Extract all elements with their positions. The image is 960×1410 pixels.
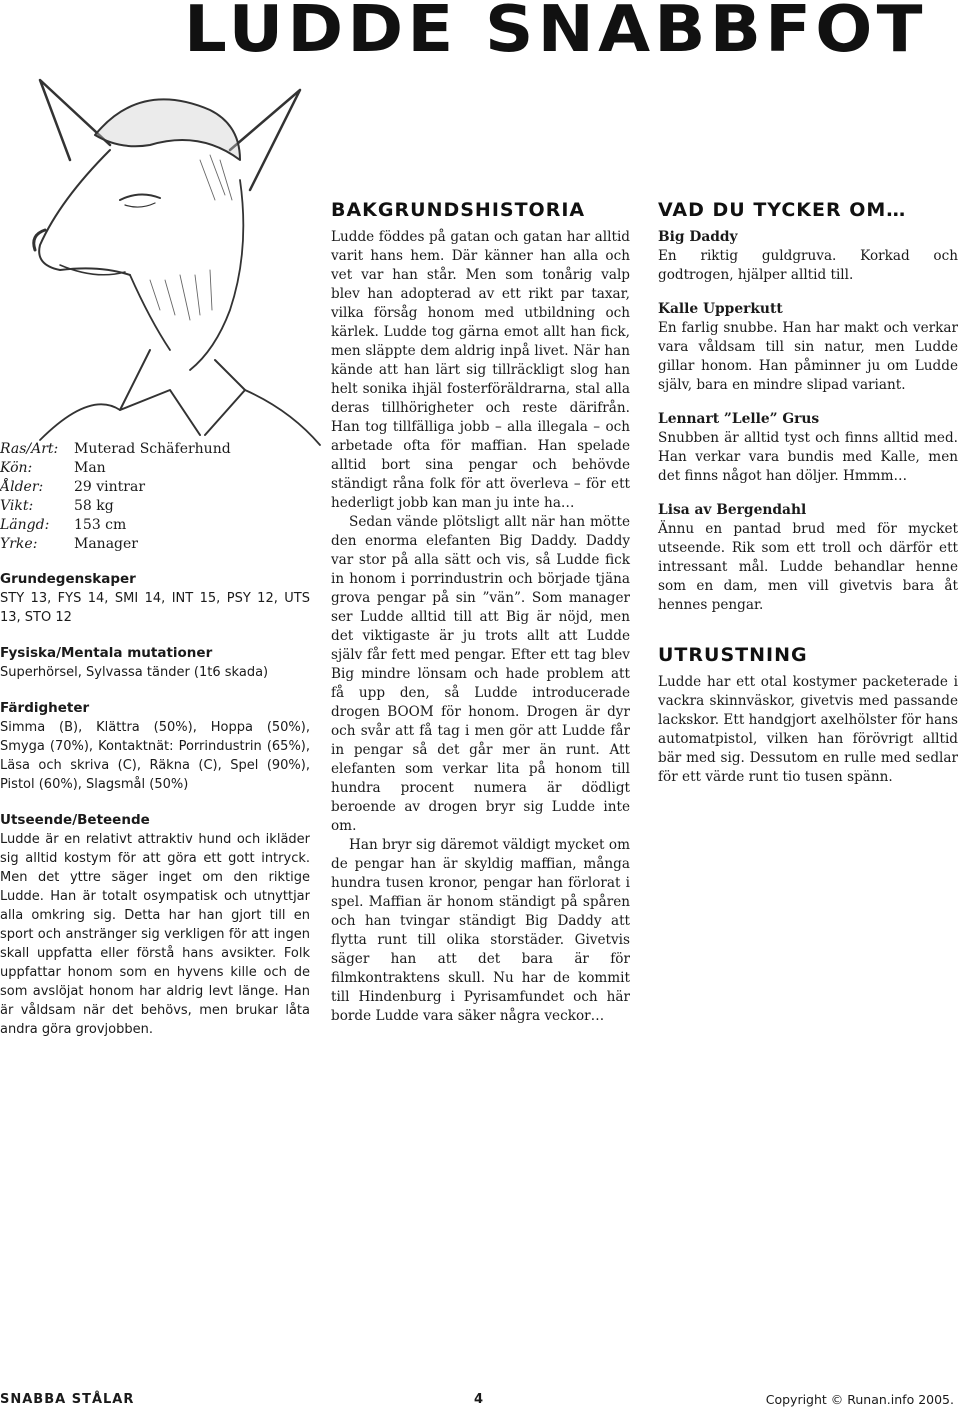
- mutations-block: [0, 644, 310, 682]
- profile-row: [0, 516, 310, 535]
- block-heading: Utseende/Beteende: [0, 812, 150, 828]
- profile-table: [0, 440, 310, 554]
- profile-row: [0, 440, 310, 459]
- block-text: Superhörsel, Sylvassa tänder (1t6 skada): [0, 665, 269, 680]
- person-name: Kalle Upperkutt: [658, 301, 783, 317]
- profile-key: Kön:: [0, 460, 33, 476]
- block-heading: Grundegenskaper: [0, 571, 136, 587]
- profile-value: Muterad Schäferhund: [74, 441, 231, 457]
- profile-key: Vikt:: [0, 498, 34, 514]
- section-heading: VAD DU TYCKER OM…: [658, 199, 907, 221]
- block-heading: Fysiska/Mentala mutationer: [0, 645, 213, 661]
- block-text: STY 13, FYS 14, SMI 14, INT 15, PSY 12, UTS 13, STO 12: [0, 591, 310, 625]
- person-name: Lisa av Bergendahl: [658, 502, 807, 518]
- page-footer: [0, 1392, 960, 1410]
- profile-value: 153 cm: [74, 517, 127, 533]
- person-description: Ännu en pantad brud med för mycket utseende. Rik som ett troll och därför ett intressant mål. Ludde behandlar henne som en dam, men vill givetvis bara åt hennes pengar.: [658, 521, 958, 613]
- character-portrait: [0, 50, 330, 450]
- profile-value: 29 vintrar: [74, 479, 146, 495]
- background-paragraph: Han bryr sig däremot väldigt mycket om de pengar han är skyldig maffian, många hundra tusen kronor, pengar han förlorat i spel. Maffian är honom ständigt på spåren och han tvingar ständigt Big Daddy att flytta runt till olika storstäder. Givetvis säger han att det bara är för filmkontraktens skull. Nu har de kommit till Hindenburg i Pyrisamfundet och här borde Ludde vara säker några veckor…: [331, 837, 630, 1024]
- background-paragraph: Ludde föddes på gatan och gatan har alltid varit hans hem. Där känner han alla och vet var han står. Men som tonårig valp blev han adopterad av ett rikt par taxar, vilka försåg honom med utbildning och kärlek. Ludde tog gärna emot allt han fick, men släppte dem aldrig inpå livet. När han kände att han lärt sig tillräckligt slog han helt sonika ihjäl fosterföräldrarna, stal alla deras tillhörigheter och reste därifrån. Han tog tillfälliga jobb – alla illegala – och arbetade ofta för maffian. Han spelade alltid bort sina pengar och behövde ständigt råna folk för att överleva – för ett hederligt jobb kan man ju inte ha…: [331, 229, 630, 511]
- person-entry: [658, 410, 958, 486]
- person-entry: [658, 300, 958, 395]
- profile-key: Ålder:: [0, 479, 44, 495]
- background-paragraph: Sedan vände plötsligt allt när han mötte den enorma elefanten Big Daddy. Daddy var stor på alla sätt och vis, så Ludde fick in honom i porrindustrin och började tjäna grova pengar på sin ”vän”. Som manager ser Ludde alltid till att Big är nöjd, men det viktigaste är ju trots allt att Ludde själv får fett med pengar. Efter ett tag blev Big mindre lönsam och hade problem att få upp den, så Ludde introducerade drogen BOOM för honom. Drogen är dyr och svår att få tag i men gör att Ludde får in pengar så det går mer än runt. Att elefanten som verkar lita på honom till hundra procent numera är dödligt beroende av drogen bryr sig Ludde inte om.: [331, 514, 630, 834]
- profile-key: Yrke:: [0, 536, 38, 552]
- profile-value: Man: [74, 460, 106, 476]
- page-title: LUDDE SNABBFOT: [184, 0, 927, 67]
- person-description: Snubben är alltid tyst och finns alltid med. Han verkar vara bundis med Kalle, men det finns något han döljer. Hmmm…: [658, 430, 958, 484]
- profile-row: [0, 478, 310, 497]
- page-number: 4: [474, 1392, 484, 1407]
- section-heading: UTRUSTNING: [658, 644, 808, 666]
- block-text: Simma (B), Klättra (50%), Hoppa (50%), Smyga (70%), Kontaktnät: Porrindustrin (65%), Läsa och skriva (C), Räkna (C), Spel (90%), Pistol (60%), Slagsmål (50%): [0, 720, 310, 792]
- character-sheet-column: [0, 440, 310, 1056]
- background-column: [331, 196, 630, 1026]
- equipment-text: Ludde har ett otal kostymer packeterade i vackra skinnväskor, givetvis med passande lackskor. Ett handgjort axelhölster för hans automatpistol, vilken han förövrigt alltid bär med sig. Dessutom en rulle med sedlar för ett värde runt tio tusen spänn.: [658, 674, 958, 785]
- profile-row: [0, 497, 310, 516]
- skills-block: [0, 699, 310, 794]
- footer-brand: SNABBA STÅLAR: [0, 1392, 135, 1407]
- person-name: Big Daddy: [658, 229, 738, 245]
- footer-copyright: Copyright © Runan.info 2005.: [765, 1392, 954, 1407]
- profile-key: Längd:: [0, 517, 50, 533]
- opinions-column: [658, 196, 958, 787]
- block-heading: Färdigheter: [0, 700, 90, 716]
- person-description: En farlig snubbe. Han har makt och verkar vara våldsam till sin natur, men Ludde gillar honom. Han påminner ju om Ludde själv, bara en mindre slipad variant.: [658, 320, 958, 393]
- appearance-block: [0, 811, 310, 1039]
- section-heading: BAKGRUNDSHISTORIA: [331, 199, 586, 221]
- profile-value: 58 kg: [74, 498, 114, 514]
- profile-key: Ras/Art:: [0, 441, 59, 457]
- person-name: Lennart ”Lelle” Grus: [658, 411, 820, 427]
- profile-row: [0, 459, 310, 478]
- person-description: En riktig guldgruva. Korkad och godtrogen, hjälper alltid till.: [658, 248, 958, 283]
- attributes-block: [0, 570, 310, 627]
- person-entry: [658, 228, 958, 285]
- profile-value: Manager: [74, 536, 138, 552]
- person-entry: [658, 501, 958, 615]
- block-text: Ludde är en relativt attraktiv hund och ikläder sig alltid kostym för att göra ett gott intryck. Men det yttre säger inget om den riktige Ludde. Han är totalt osympatisk och utnyttjar alla omkring sig. Detta har han gjort till en sport och anstränger sig verkligen för att ingen skall uppfatta eller förstå hans avsikter. Folk uppfattar honom som en hyvens kille och de som avslöjat honom har aldrig levt länge. Han är våldsam när det behövs, men brukar låta andra göra grovjobben.: [0, 832, 310, 1037]
- profile-row: [0, 535, 310, 554]
